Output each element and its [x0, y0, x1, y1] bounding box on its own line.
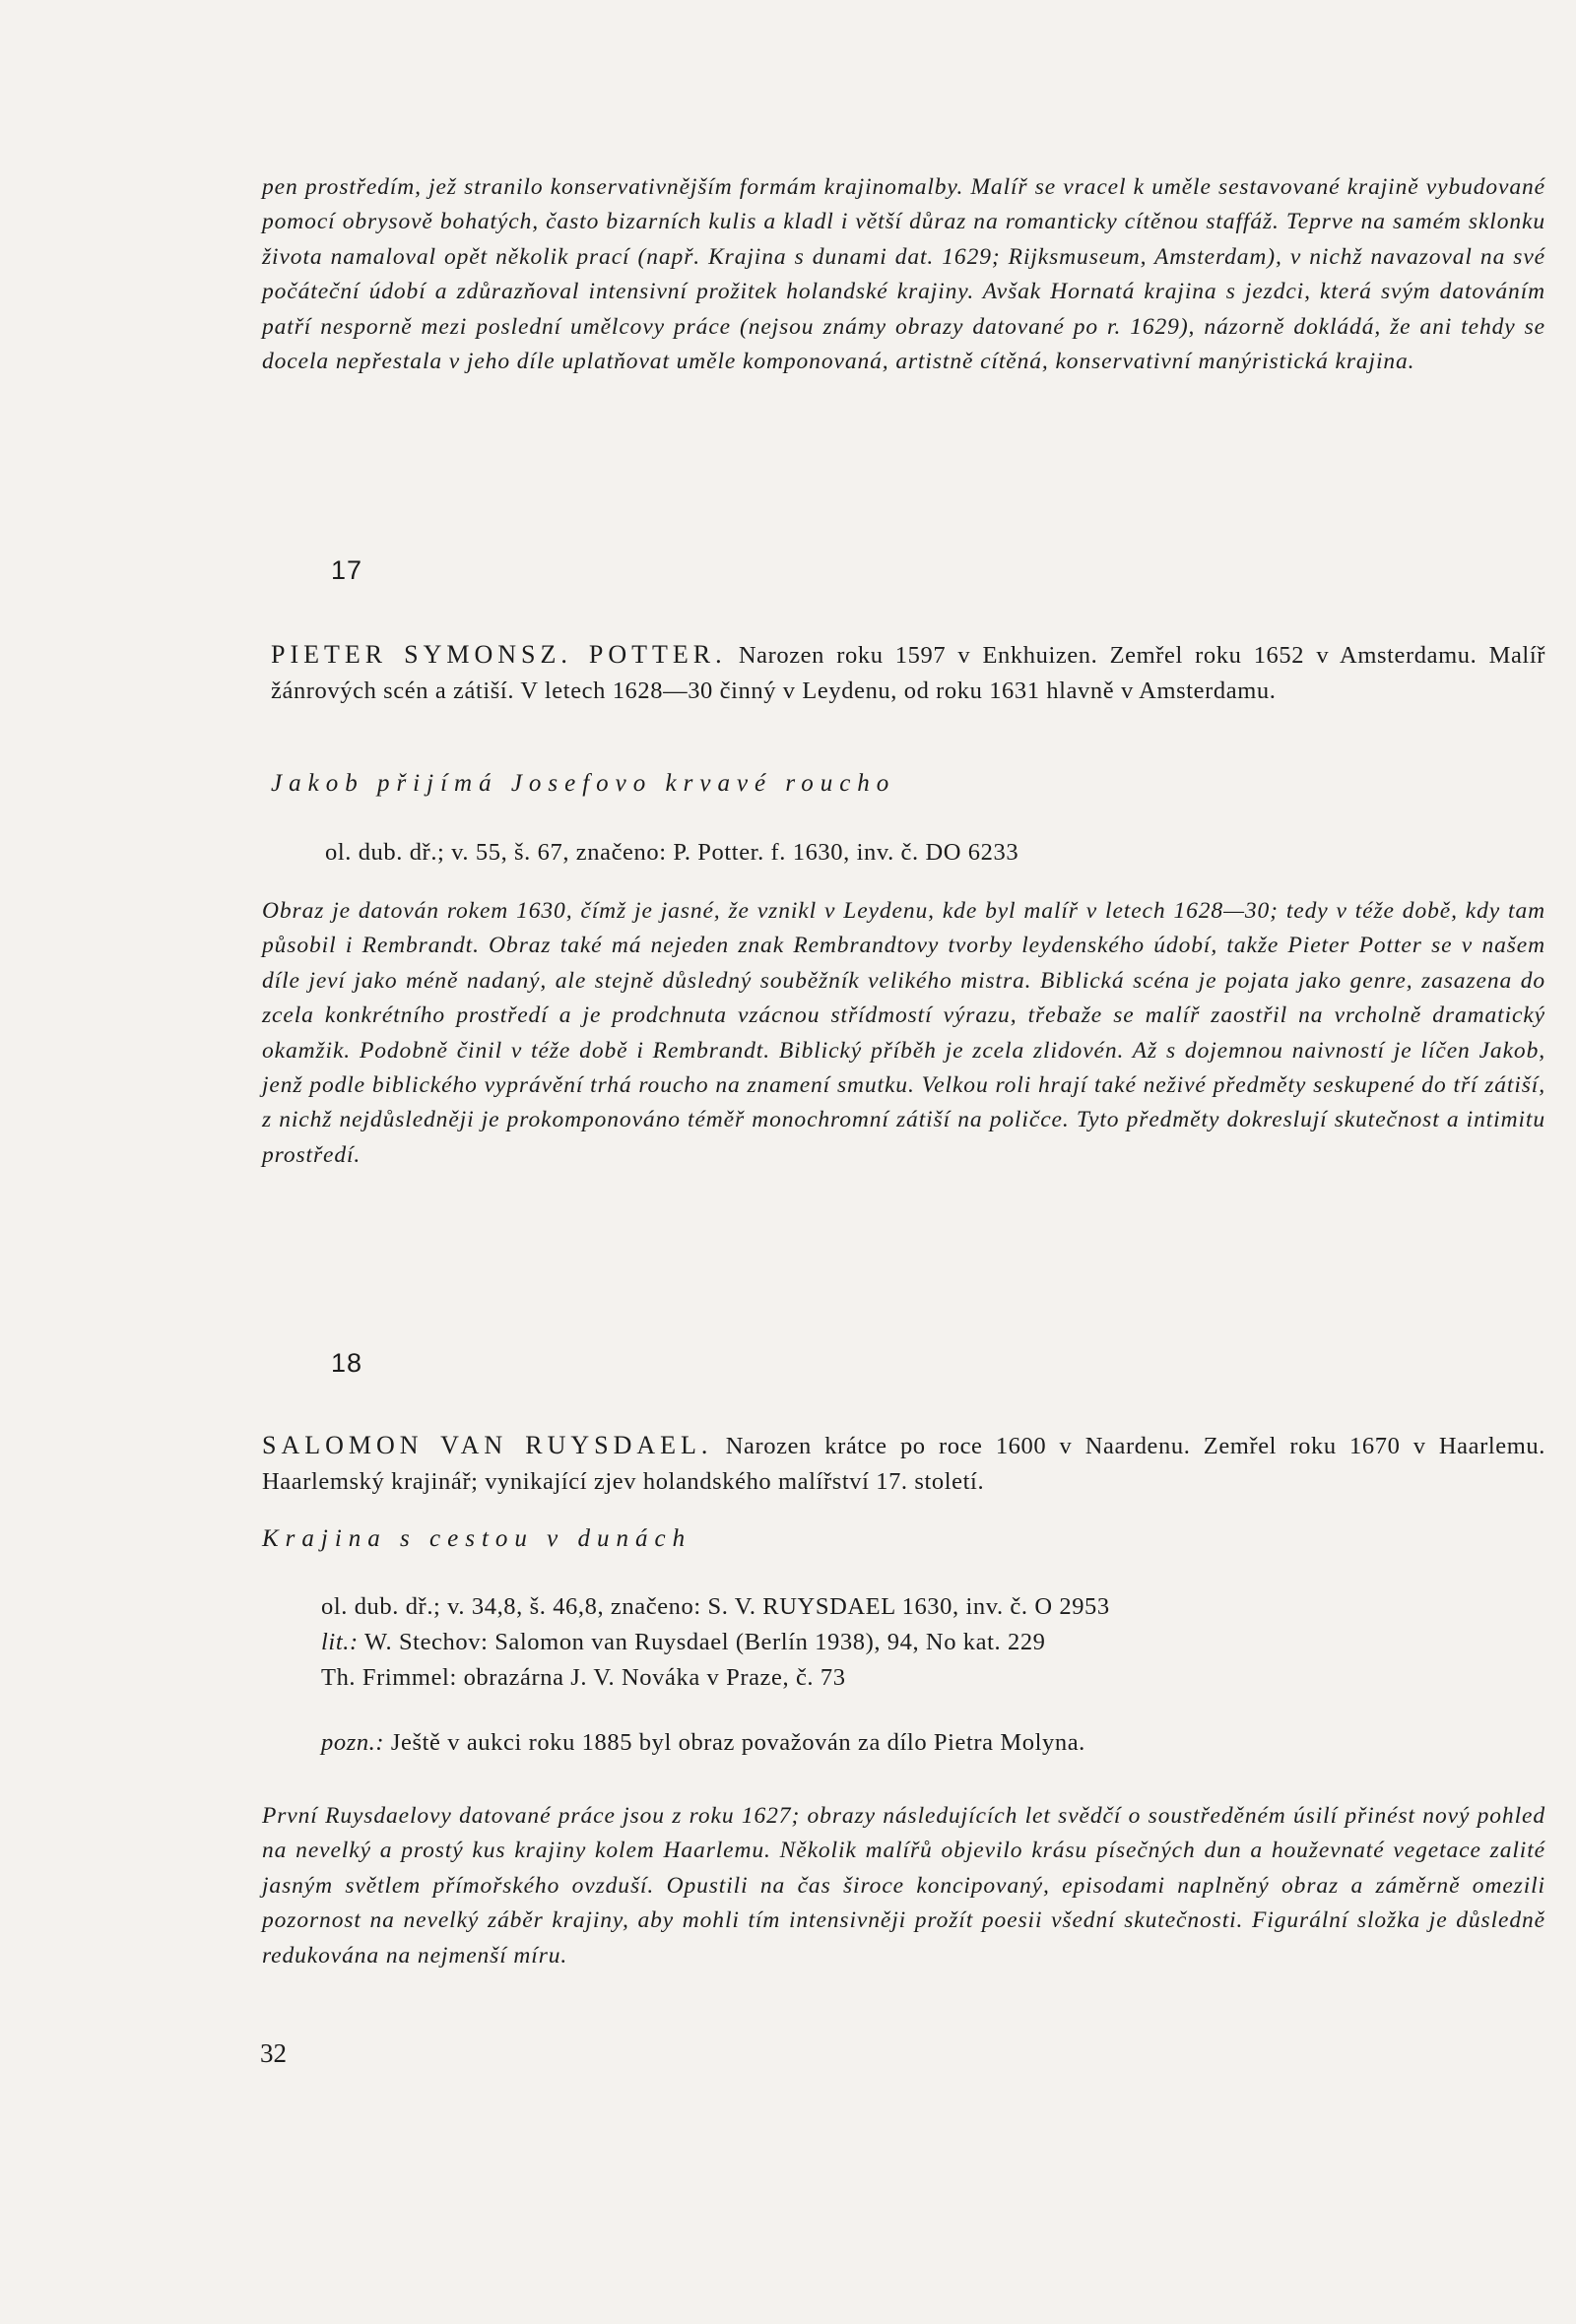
work-title-17: Jakob přijímá Josefovo krvavé roucho — [271, 770, 896, 797]
page-number: 32 — [260, 2038, 287, 2068]
intro-paragraph: pen prostředím, jež stranilo konservativnějším formám krajinomalby. Malíř se vracel k uměle sestavované krajině vybudované pomocí obrysově bohatých, často bizarních kulis a kladl i větší důraz na romanticky cítěnou staffáž. Teprve na samém sklonku života namaloval opět několik prací (např. Krajina s dunami dat. 1629; Rijksmuseum, Amsterdam), v nichž navazoval na své počáteční údobí a zdůrazňoval intensivní prožitek holandské krajiny. Avšak Hornatá krajina s jezdci, která svým datováním patří nesporně mezi poslední umělcovy práce (nejsou známy obrazy datované po r. 1629), názorně dokládá, že ani tehdy se docela nepřestala v jeho díle uplatňovat uměle komponovaná, artistně cítěná, konservativní manýristická krajina. — [262, 174, 1545, 375]
lit-ref-1: W. Stechov: Salomon van Ruysdael (Berlín 1938), 94, No kat. 229 — [364, 1629, 1046, 1655]
artist-name-potter: PIETER SYMONSZ. POTTER. — [271, 640, 727, 669]
work-title-18: Krajina s cestou v dunách — [262, 1525, 692, 1552]
note-label: pozn.: — [321, 1729, 385, 1756]
artist-entry-17 — [271, 637, 1545, 709]
note-line — [321, 1725, 1085, 1761]
artist-bio-potter: Narozen roku 1597 v Enkhuizen. Zemřel roku 1652 v Amsterdamu. Malíř žánrových scén a zátiší. V letech 1628—30 činný v Leydenu, od roku 1631 hlavně v Amsterdamu. — [271, 642, 1545, 704]
artist-entry-18 — [262, 1428, 1545, 1500]
literature-line-2: Th. Frimmel: obrazárna J. V. Nováka v Praze, č. 73 — [321, 1664, 846, 1691]
lit-label: lit.: — [321, 1629, 359, 1655]
entry-number-18: 18 — [331, 1348, 363, 1378]
work-details-18: ol. dub. dř.; v. 34,8, š. 46,8, značeno: S. V. RUYSDAEL 1630, inv. č. O 2953 — [321, 1593, 1110, 1620]
artist-bio-ruysdael: Narozen krátce po roce 1600 v Naardenu. Zemřel roku 1670 v Haarlemu. Haarlemský krajinář; vynikající zjev holandského malířství 17. století. — [262, 1433, 1545, 1495]
note-text: Ještě v aukci roku 1885 byl obraz považován za dílo Pietra Molyna. — [390, 1729, 1085, 1756]
artist-name-ruysdael: SALOMON VAN RUYSDAEL. — [262, 1431, 713, 1459]
commentary-17: Obraz je datován rokem 1630, čímž je jasné, že vznikl v Leydenu, kde byl malíř v letech 1628—30; tedy v téže době, kdy tam působil i Rembrandt. Obraz také má nejeden znak Rembrandtovy tvorby leydenského údobí, takže Pieter Potter se v našem díle jeví jako méně nadaný, ale stejně důsledný souběžník velikého mistra. Biblická scéna je pojata jako genre, zasazena do zcela konkrétního prostředí a je prodchnuta vzácnou střídmostí výrazu, třebaže se malíř zaostřil na vrcholně dramatický okamžik. Podobně činil v téže době i Rembrandt. Biblický příběh je zcela zlidovén. Až s dojemnou naivností je líčen Jakob, jenž podle biblického vyprávění trhá roucho na znamení smutku. Velkou roli hrají také neživé předměty seskupené do tří zátiší, z nichž nejdůsledněji je prokomponováno téměř monochromní zátiší na poličce. Tyto předměty dokreslují skutečnost a intimitu prostředí. — [262, 898, 1545, 1168]
entry-number-17: 17 — [331, 555, 363, 585]
work-details-17: ol. dub. dř.; v. 55, š. 67, značeno: P. Potter. f. 1630, inv. č. DO 6233 — [325, 839, 1019, 866]
commentary-18: První Ruysdaelovy datované práce jsou z roku 1627; obrazy následujících let svědčí o soustředěném úsilí přinést nový pohled na nevelký a prostý kus krajiny kolem Haarlemu. Několik malířů objevilo krásu písečných dun a houževnaté vegetace zalité jasným světlem přímořského ovzduší. Opustili na čas široce koncipovaný, episodami naplněný obraz a záměrně omezili pozornost na nevelký záběr krajiny, aby mohli tím intensivněji prožít poesii všední skutečnosti. Figurální složka je důsledně redukována na nejmenší míru. — [262, 1803, 1545, 1969]
literature-line-1 — [321, 1625, 1046, 1660]
